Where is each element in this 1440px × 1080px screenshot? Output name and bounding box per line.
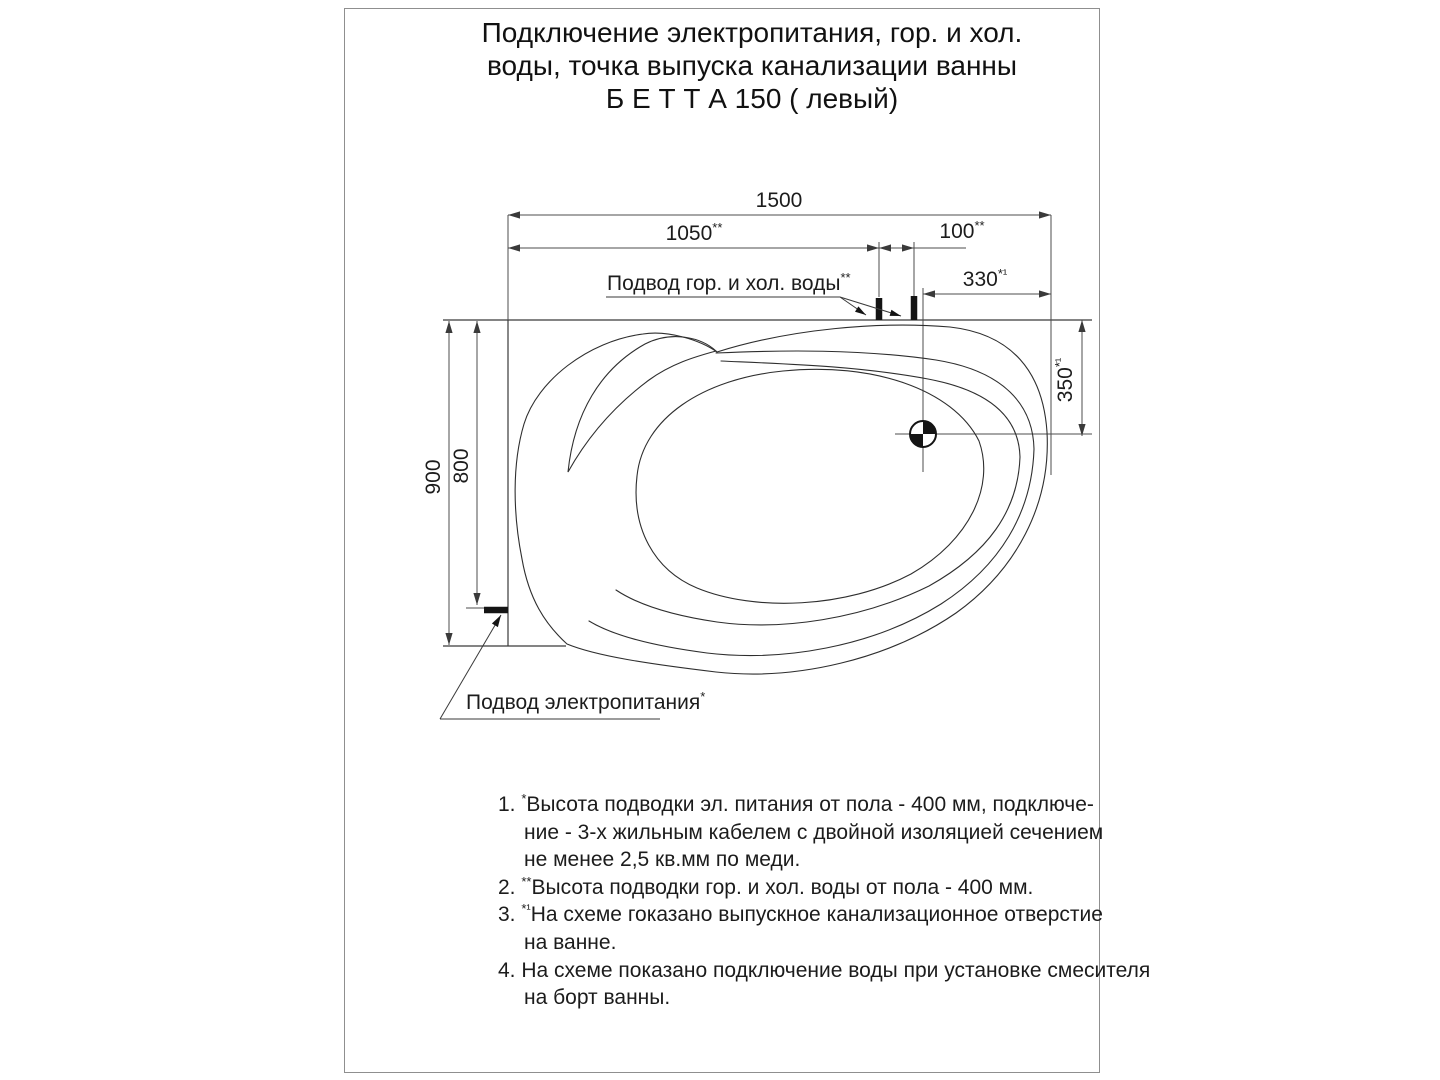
note-2-line-1: 2. **Высота подводки гор. и хол. воды от пола - 400 мм. <box>498 873 1034 899</box>
leader-arrows <box>492 306 901 627</box>
tub-headrest-wing <box>568 337 716 472</box>
note-1-line-3: не менее 2,5 кв.мм по меди. <box>524 848 801 872</box>
title-line-1: Подключение электропитания, гор. и хол. <box>481 17 1023 48</box>
drawing-title <box>402 16 1102 115</box>
title-line-2: воды, точка выпуска канализации ванны <box>486 50 1018 81</box>
dimension-330: $330^{*^1}$ <box>962 266 1008 291</box>
bathtub-outline <box>515 325 1047 674</box>
note-4-line-1: 4. На схеме показано подключение воды при установке смесителя <box>498 958 1151 982</box>
dimension-1500: 1500 <box>755 189 803 212</box>
dimension-1050: 1050** <box>665 220 723 245</box>
note-3-line-2: на ванне. <box>524 930 617 954</box>
dimension-800: 800 <box>450 448 473 484</box>
tub-rim-middle <box>589 351 1034 656</box>
tub-basin <box>636 369 984 603</box>
title-line-3: Б Е Т Т А 150 ( левый) <box>605 83 899 114</box>
power-supply-label: Подвод электропитания* <box>466 689 706 714</box>
wall-lines <box>443 320 1092 646</box>
leader-lines <box>440 297 901 719</box>
notes-block <box>498 791 1151 1012</box>
tub-outer-rim <box>515 325 1047 674</box>
dimension-350: $350^{*^1}$ <box>1052 357 1077 403</box>
note-1-line-1: 1. *Высота подводки эл. питания от пола - 400 мм, подключе- <box>498 791 1094 816</box>
drain-symbol <box>910 421 936 447</box>
dimension-900: 900 <box>422 459 445 495</box>
water-supply-label: Подвод гор. и хол. воды** <box>607 270 851 295</box>
note-1-line-2: ние - 3-х жильным кабелем с двойной изоляцией сечением <box>524 820 1104 844</box>
dimension-100: 100** <box>939 218 985 243</box>
tub-rim-inner <box>616 361 1020 625</box>
note-4-line-2: на борт ванны. <box>524 986 671 1010</box>
note-3-line-1: 3. $^{*^1}$На схеме гоказано выпускное канализационное отверстие <box>498 901 1103 927</box>
connection-marks <box>484 296 914 610</box>
